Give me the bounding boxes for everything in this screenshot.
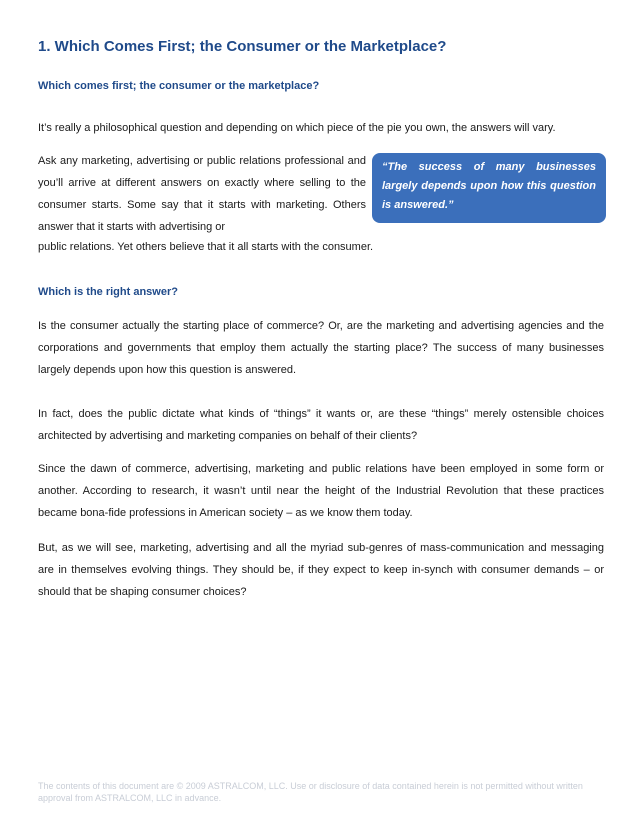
intro-paragraph: It’s really a philosophical question and depending on which piece of the pie you own, the answers will vary. <box>38 122 556 134</box>
pull-quote: “The success of many businesses largely depends upon how this question is answered.” <box>372 153 606 223</box>
subheading-right-answer: Which is the right answer? <box>38 286 178 298</box>
wrapped-paragraph-continuation: public relations. Yet others believe that it all starts with the consumer. <box>38 241 374 253</box>
body-paragraph: Since the dawn of commerce, advertising, marketing and public relations have been employed in some form or another. According to research, it wasn’t until near the height of the Industrial Revolution that these practices became bona-fide professions in American society – as we know them today. <box>38 463 604 519</box>
subheading-first: Which comes first; the consumer or the marketplace? <box>38 80 320 92</box>
page-title: 1. Which Comes First; the Consumer or the Marketplace? <box>38 38 447 55</box>
body-paragraph: But, as we will see, marketing, advertising and all the myriad sub-genres of mass-communication and messaging are in themselves evolving things. They should be, if they expect to keep in-synch with consumer demands – or should that be shaping consumer choices? <box>38 542 604 598</box>
body-paragraph: Is the consumer actually the starting place of commerce? Or, are the marketing and advertising agencies and the corporations and governments that employ them actually the starting place? The success of many businesses largely depends upon how this question is answered. <box>38 320 604 376</box>
document-page <box>38 0 604 826</box>
copyright-footer: The contents of this document are © 2009 ASTRALCOM, LLC. Use or disclosure of data contained herein is not permitted without written approval from ASTRALCOM, LLC in advance. <box>38 781 583 803</box>
wrapped-paragraph: Ask any marketing, advertising or public relations professional and you’ll arrive at different answers on exactly where selling to the consumer starts. Some say that it starts with marketing. Others answer that it starts with advertising or <box>38 155 366 233</box>
body-paragraph: In fact, does the public dictate what kinds of “things” it wants or, are these “things” merely ostensible choices architected by advertising and marketing companies on behalf of their clients? <box>38 408 604 442</box>
